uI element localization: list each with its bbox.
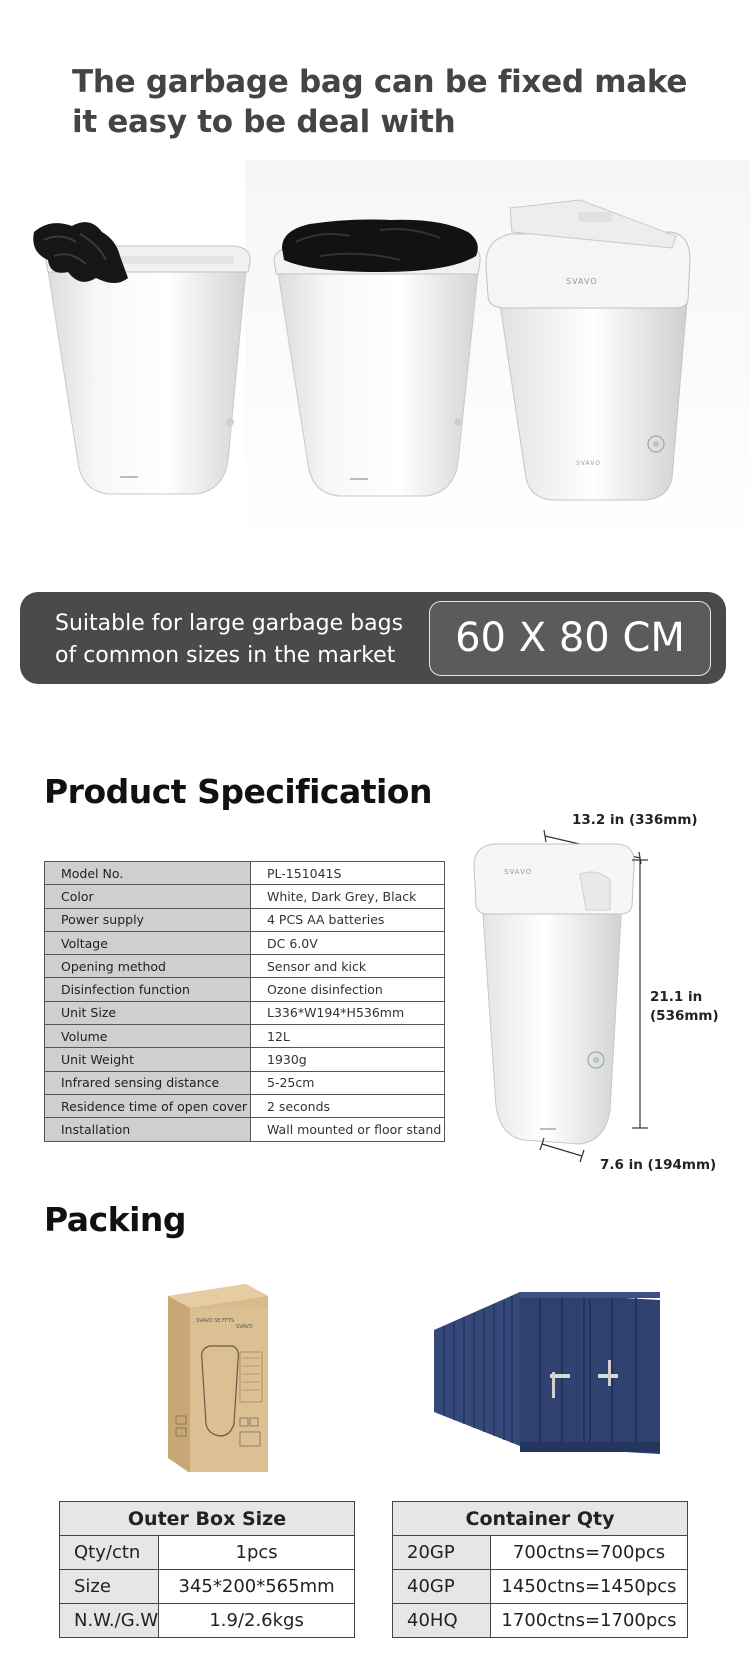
table-row: [60, 1536, 355, 1570]
table-row: [45, 1118, 445, 1141]
row-value: 1450ctns=1450pcs: [491, 1570, 688, 1604]
shipping-container-image: [432, 1290, 662, 1455]
row-label: Size: [60, 1570, 159, 1604]
row-label: Disinfection function: [45, 978, 251, 1001]
table-row: [45, 1001, 445, 1024]
row-label: 40HQ: [393, 1604, 491, 1638]
row-value: DC 6.0V: [251, 931, 445, 954]
table-row: [45, 931, 445, 954]
container-qty-title: Container Qty: [393, 1502, 688, 1536]
depth-label: 7.6 in (194mm): [600, 1157, 717, 1173]
row-value: Sensor and kick: [251, 955, 445, 978]
row-label: Power supply: [45, 908, 251, 931]
spec-table: [44, 861, 445, 1142]
banner-line-1: Suitable for large garbage bags: [55, 611, 404, 636]
row-value: Wall mounted or floor stand: [251, 1118, 445, 1141]
banner-description: [55, 608, 435, 672]
row-value: 1700ctns=1700pcs: [491, 1604, 688, 1638]
outer-box-title: Outer Box Size: [60, 1502, 355, 1536]
bin-with-bag-middle: [274, 220, 480, 497]
row-label: Model No.: [45, 862, 251, 885]
table-row: [45, 1048, 445, 1071]
table-row: [60, 1604, 355, 1638]
bin-dimension-image: [474, 844, 634, 1144]
outer-box-table: [59, 1501, 355, 1638]
row-label: Voltage: [45, 931, 251, 954]
row-value: 700ctns=700pcs: [491, 1536, 688, 1570]
row-label: 20GP: [393, 1536, 491, 1570]
bag-size-badge: 60 X 80 CM: [429, 601, 711, 676]
row-label: 40GP: [393, 1570, 491, 1604]
row-label: Residence time of open cover: [45, 1094, 251, 1117]
row-label: Infrared sensing distance: [45, 1071, 251, 1094]
packing-title: Packing: [44, 1200, 187, 1239]
table-row: [45, 1094, 445, 1117]
carton-box-image: [158, 1276, 278, 1476]
table-row: [45, 908, 445, 931]
table-row: [45, 978, 445, 1001]
table-row: [393, 1570, 688, 1604]
svg-text:SVAVO: SVAVO: [236, 1324, 253, 1330]
row-label: N.W./G.W: [60, 1604, 159, 1638]
row-value: Ozone disinfection: [251, 978, 445, 1001]
row-value: 1pcs: [159, 1536, 355, 1570]
table-row: [45, 885, 445, 908]
row-value: 12L: [251, 1025, 445, 1048]
width-label: 13.2 in (336mm): [572, 812, 698, 828]
row-value: 345*200*565mm: [159, 1570, 355, 1604]
table-row: [60, 1570, 355, 1604]
dimension-figure: [460, 810, 720, 1190]
row-value: 5-25cm: [251, 1071, 445, 1094]
table-row: [45, 955, 445, 978]
row-label: Opening method: [45, 955, 251, 978]
row-value: 2 seconds: [251, 1094, 445, 1117]
table-row: [45, 1071, 445, 1094]
spec-title: Product Specification: [44, 772, 432, 811]
row-label: Volume: [45, 1025, 251, 1048]
row-label: Color: [45, 885, 251, 908]
row-value: L336*W194*H536mm: [251, 1001, 445, 1024]
row-value: 1930g: [251, 1048, 445, 1071]
row-label: Installation: [45, 1118, 251, 1141]
height-label-mm: (536mm): [650, 1008, 719, 1024]
row-label: Unit Size: [45, 1001, 251, 1024]
bag-size-banner: [20, 592, 726, 684]
svg-text:SVAVO: SVAVO: [576, 460, 601, 467]
svg-text:SVAVO SE FFTS: SVAVO SE FFTS: [196, 1318, 235, 1324]
row-value: White, Dark Grey, Black: [251, 885, 445, 908]
bin-with-bag-left: [33, 222, 250, 494]
row-value: 1.9/2.6kgs: [159, 1604, 355, 1638]
table-row: [393, 1536, 688, 1570]
table-row: [45, 862, 445, 885]
row-label: Unit Weight: [45, 1048, 251, 1071]
headline: The garbage bag can be fixed make it easy to be deal with: [72, 64, 688, 140]
bins-photo: [20, 160, 750, 550]
height-label: [650, 988, 719, 1026]
row-value: PL-151041S: [251, 862, 445, 885]
row-label: Qty/ctn: [60, 1536, 159, 1570]
height-label-in: 21.1 in: [650, 989, 703, 1005]
brand-label: SVAVO: [566, 277, 598, 286]
container-qty-table: [392, 1501, 688, 1638]
height-dimension-line: [632, 860, 648, 1128]
table-row: [45, 1025, 445, 1048]
table-row: [393, 1604, 688, 1638]
row-value: 4 PCS AA batteries: [251, 908, 445, 931]
svg-text:SVAVO: SVAVO: [504, 868, 533, 876]
banner-line-2: of common sizes in the market: [55, 643, 396, 668]
bin-lid-closed: [486, 200, 690, 500]
